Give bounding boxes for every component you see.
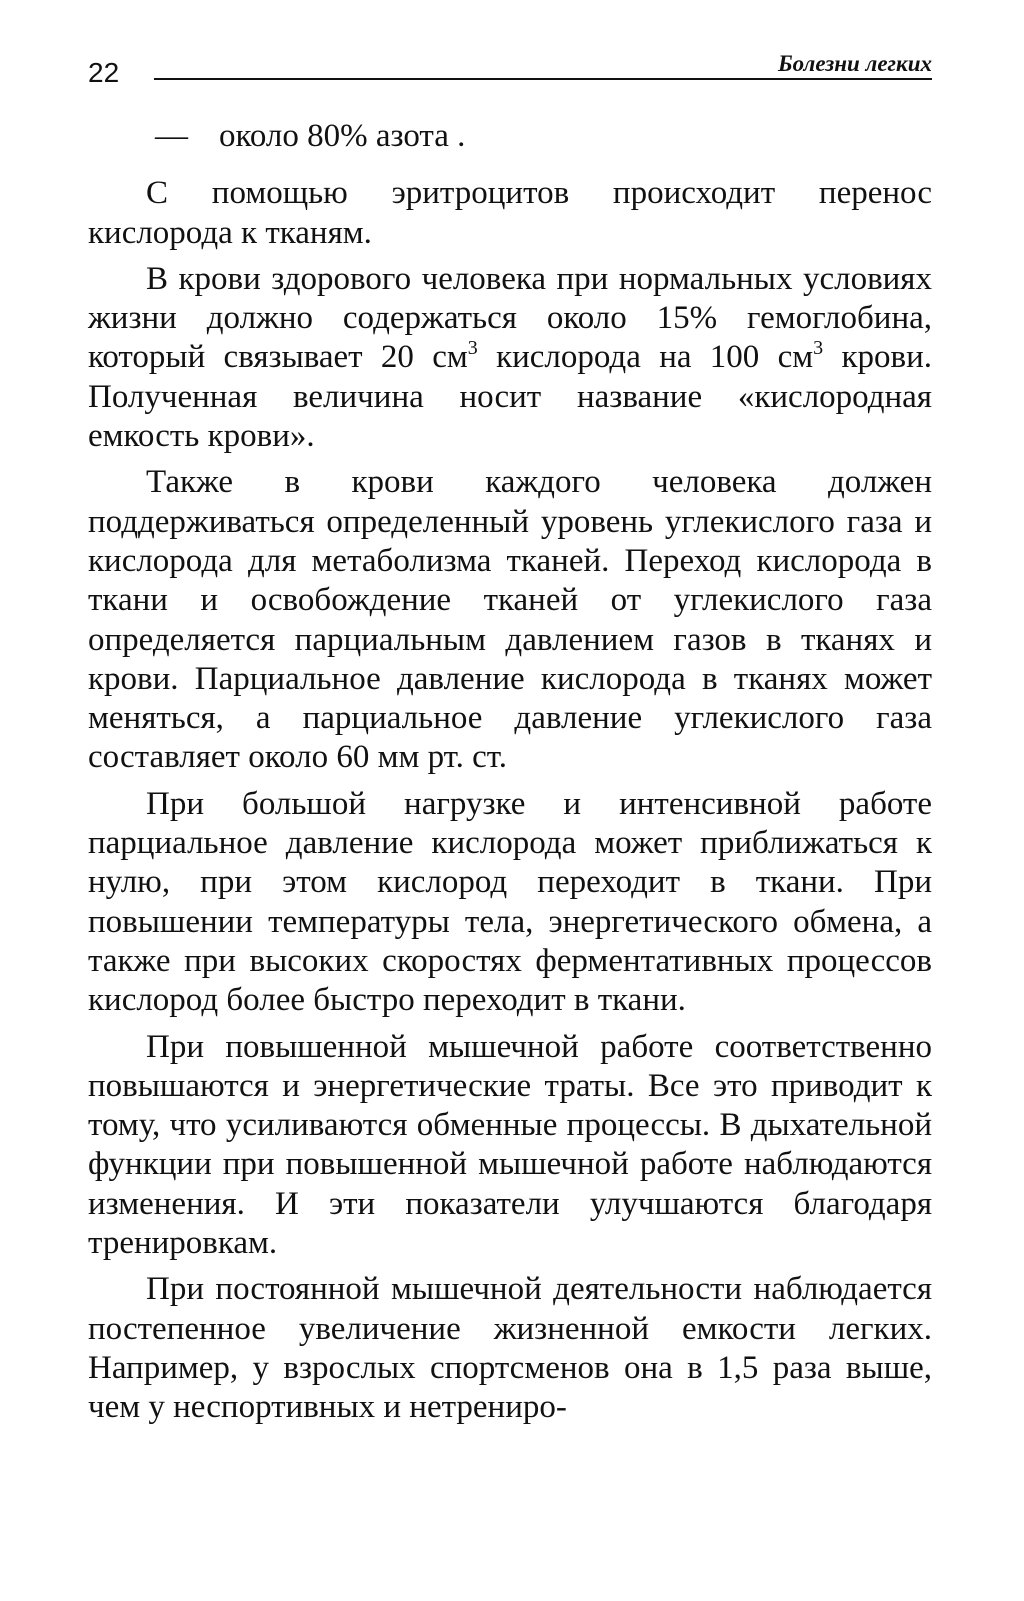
paragraph-2-part-1: В крови здорового человека при нормальных условиях жизни должно содержаться около 15% гемоглобина, который связывает 20 см <box>88 260 932 376</box>
paragraph-6: При постоянной мышечной деятельности наблюдается постепенное увеличение жизненной емкости легких. Например, у взрослых спортсменов она в 1,5 раза выше, чем у неспортивных и нетрениро- <box>88 1271 932 1426</box>
running-title: Болезни легких <box>778 51 932 76</box>
paragraph-1: С помощью эритроцитов происходит перенос кислорода к тканям. <box>88 175 932 251</box>
superscript-cube: 3 <box>813 337 824 360</box>
paragraph-2-part-3: крови. Полученная величина носит название «кислородная емкость крови». <box>88 339 932 455</box>
paragraph-2 <box>88 260 932 456</box>
header-rule <box>154 78 932 80</box>
list-item <box>88 117 932 156</box>
paragraph-5: При повышенной мышечной работе соответственно повышаются и энергетические траты. Все это приводит к тому, что усиливаются обменные процессы. В дыхательной функции при повышенной мышечной работе наблюдаются изменения. И эти показатели улучшаются благодаря тренировкам. <box>88 1028 932 1262</box>
bullet-dash: — <box>155 118 188 154</box>
superscript-cube: 3 <box>467 337 478 360</box>
paragraph-3: Также в крови каждого человека должен поддерживаться определенный уровень углекислого газа и кислорода для метаболизма тканей. Переход кислорода в ткани и освобождение тканей от углекислого газа определяется парциальным давлением газов в тканях и крови. Парциальное давление кислорода в тканях может меняться, а парциальное давление углекислого газа составляет около 60 мм рт. ст. <box>88 464 932 776</box>
page-number: 22 <box>88 57 120 88</box>
paragraph-4: При большой нагрузке и интенсивной работе парциальное давление кислорода может приближаться к нулю, при этом кислород переходит в ткани. При повышении температуры тела, энергетического обмена, а также при высоких скоростях ферментативных процессов кислород более быстро переходит в ткани. <box>88 785 932 1019</box>
list-item-text: около 80% азота . <box>219 118 466 154</box>
running-header <box>88 52 932 88</box>
paragraph-2-part-2: кислорода на 100 см <box>477 339 814 376</box>
body-text <box>88 117 932 1428</box>
